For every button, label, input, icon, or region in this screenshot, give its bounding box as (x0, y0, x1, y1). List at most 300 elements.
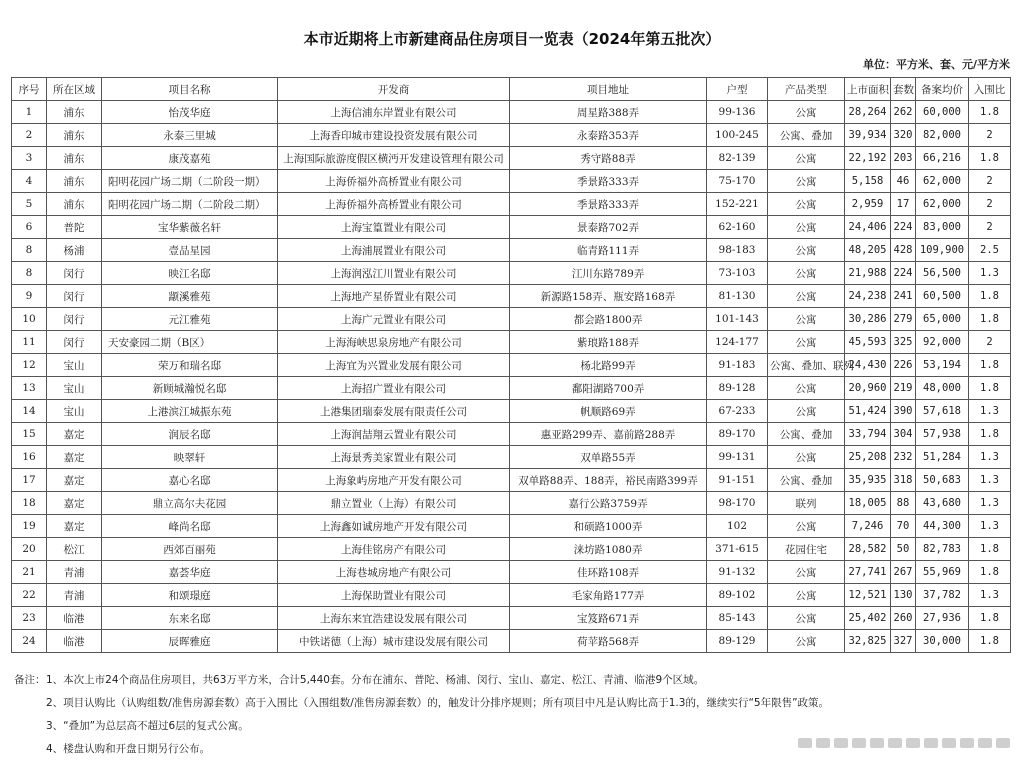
table-row (12, 331, 1011, 354)
table-cell: 51,424 (845, 400, 891, 423)
unit-label: 单位：平方米、套、元/平方米 (862, 58, 1010, 71)
table-row (12, 446, 1011, 469)
table-cell: 203 (891, 147, 916, 170)
table-cell: 109,900 (916, 239, 969, 262)
table-cell: 14 (12, 400, 47, 423)
table-row (12, 423, 1011, 446)
table-cell: 西郊百丽苑 (102, 538, 278, 561)
table-row (12, 147, 1011, 170)
table-cell: 2 (969, 193, 1011, 216)
table-cell: 20,960 (845, 377, 891, 400)
table-cell: 杨浦 (47, 239, 102, 262)
table-cell: 上海国际旅游度假区横沔开发建设管理有限公司 (278, 147, 510, 170)
table-cell: 和硕路1000弄 (510, 515, 707, 538)
table-row (12, 170, 1011, 193)
table-cell: 89-129 (707, 630, 768, 653)
table-cell: 公寓 (768, 216, 845, 239)
page-title: 本市近期将上市新建商品住房项目一览表（2024年第五批次） (303, 30, 721, 48)
table-cell: 327 (891, 630, 916, 653)
table-cell: 佳环路108弄 (510, 561, 707, 584)
table-cell: 上海鑫如诚房地产开发有限公司 (278, 515, 510, 538)
table-cell: 鼎立高尔夫花园 (102, 492, 278, 515)
table-cell: 嘉荟华庭 (102, 561, 278, 584)
table-cell: 元江雅苑 (102, 308, 278, 331)
table-row (12, 285, 1011, 308)
table-cell: 89-102 (707, 584, 768, 607)
table-cell: 1 (12, 101, 47, 124)
table-cell: 嘉行公路3759弄 (510, 492, 707, 515)
table-cell: 18,005 (845, 492, 891, 515)
table-cell: 嘉定 (47, 446, 102, 469)
table-cell: 公寓 (768, 262, 845, 285)
table-cell: 82,783 (916, 538, 969, 561)
table-cell: 304 (891, 423, 916, 446)
column-header: 序号 (12, 78, 47, 101)
table-cell: 临港 (47, 607, 102, 630)
table-cell: 260 (891, 607, 916, 630)
table-cell: 62,000 (916, 170, 969, 193)
note-item: 1、本次上市24个商品住房项目，共63万平方米，合计5,440套。分布在浦东、普陀、杨浦、闵行、宝山、嘉定、松江、青浦、临港9个区域。 (46, 674, 705, 686)
table-cell: 85-143 (707, 607, 768, 630)
table-cell: 荣万和瑞名邸 (102, 354, 278, 377)
table-cell: 2 (969, 331, 1011, 354)
table-cell: 325 (891, 331, 916, 354)
table-cell: 1.8 (969, 354, 1011, 377)
table-cell: 双单路55弄 (510, 446, 707, 469)
table-row (12, 492, 1011, 515)
table-row (12, 515, 1011, 538)
table-cell: 57,618 (916, 400, 969, 423)
table-cell: 峰尚名邸 (102, 515, 278, 538)
table-cell: 青浦 (47, 584, 102, 607)
table-cell: 浦东 (47, 124, 102, 147)
table-cell: 上海侨福外高桥置业有限公司 (278, 193, 510, 216)
table-cell: 45,593 (845, 331, 891, 354)
table-cell: 1.8 (969, 630, 1011, 653)
table-cell: 1.3 (969, 584, 1011, 607)
table-cell: 上海宝篁置业有限公司 (278, 216, 510, 239)
table-cell: 224 (891, 216, 916, 239)
table-cell: 临港 (47, 630, 102, 653)
table-cell: 和颂璟庭 (102, 584, 278, 607)
table-cell: 上海巷城房地产有限公司 (278, 561, 510, 584)
table-cell: 上海信浦东岸置业有限公司 (278, 101, 510, 124)
table-cell: 224 (891, 262, 916, 285)
table-cell: 周星路388弄 (510, 101, 707, 124)
note-item: 4、楼盘认购和开盘日期另行公布。 (46, 743, 211, 755)
table-cell: 73-103 (707, 262, 768, 285)
table-row (12, 262, 1011, 285)
table-cell: 上海景秀美家置业有限公司 (278, 446, 510, 469)
table-cell: 226 (891, 354, 916, 377)
table-cell: 8 (12, 239, 47, 262)
column-header: 项目地址 (510, 78, 707, 101)
table-cell: 1.8 (969, 101, 1011, 124)
table-cell: 新顾城瀚悦名邸 (102, 377, 278, 400)
table-cell: 闵行 (47, 285, 102, 308)
table-cell: 公寓 (768, 400, 845, 423)
table-cell: 嘉定 (47, 492, 102, 515)
table-cell: 219 (891, 377, 916, 400)
table-cell: 2 (969, 124, 1011, 147)
table-cell: 25,402 (845, 607, 891, 630)
table-cell: 公寓 (768, 285, 845, 308)
table-cell: 浦东 (47, 170, 102, 193)
table-cell: 公寓 (768, 446, 845, 469)
table-cell: 12 (12, 354, 47, 377)
table-cell: 56,500 (916, 262, 969, 285)
table-cell: 公寓、叠加 (768, 469, 845, 492)
table-cell: 390 (891, 400, 916, 423)
table-cell: 上海侨福外高桥置业有限公司 (278, 170, 510, 193)
table-cell: 惠亚路299弄、嘉前路288弄 (510, 423, 707, 446)
table-cell: 上海宜为兴置业发展有限公司 (278, 354, 510, 377)
table-cell: 上海广元置业有限公司 (278, 308, 510, 331)
table-cell: 44,300 (916, 515, 969, 538)
table-cell: 48,205 (845, 239, 891, 262)
table-row (12, 469, 1011, 492)
table-cell: 62,000 (916, 193, 969, 216)
table-cell: 18 (12, 492, 47, 515)
table-cell: 89-170 (707, 423, 768, 446)
table-row (12, 193, 1011, 216)
table-cell: 江川东路789弄 (510, 262, 707, 285)
table-cell: 267 (891, 561, 916, 584)
table-cell: 嘉定 (47, 423, 102, 446)
table-cell: 公寓 (768, 515, 845, 538)
table-cell: 12,521 (845, 584, 891, 607)
table-cell: 232 (891, 446, 916, 469)
table-cell: 毛家角路177弄 (510, 584, 707, 607)
table-cell: 60,000 (916, 101, 969, 124)
table-cell: 上港集团瑞泰发展有限责任公司 (278, 400, 510, 423)
table-cell: 279 (891, 308, 916, 331)
table-cell: 闵行 (47, 262, 102, 285)
table-cell: 东来名邸 (102, 607, 278, 630)
table-cell: 99-136 (707, 101, 768, 124)
table-cell: 1.3 (969, 446, 1011, 469)
table-cell: 428 (891, 239, 916, 262)
table-cell: 荷苹路568弄 (510, 630, 707, 653)
table-cell: 53,194 (916, 354, 969, 377)
table-cell: 公寓 (768, 584, 845, 607)
table-cell: 公寓、叠加、联列 (768, 354, 845, 377)
table-cell: 20 (12, 538, 47, 561)
table-cell: 24,430 (845, 354, 891, 377)
table-row (12, 377, 1011, 400)
table-cell: 永泰三里城 (102, 124, 278, 147)
table-cell: 宝山 (47, 354, 102, 377)
notes-label: 备注： (14, 674, 46, 686)
table-cell: 27,936 (916, 607, 969, 630)
table-cell: 30,286 (845, 308, 891, 331)
table-cell: 70 (891, 515, 916, 538)
table-cell: 99-131 (707, 446, 768, 469)
table-cell: 22 (12, 584, 47, 607)
table-cell: 润辰名邸 (102, 423, 278, 446)
table-cell: 5 (12, 193, 47, 216)
table-cell: 16 (12, 446, 47, 469)
column-header: 开发商 (278, 78, 510, 101)
table-cell: 51,284 (916, 446, 969, 469)
table-cell: 宝山 (47, 377, 102, 400)
table-cell: 67-233 (707, 400, 768, 423)
table-row (12, 584, 1011, 607)
column-header: 入围比 (969, 78, 1011, 101)
table-cell: 阳明花园广场二期（二阶段二期） (102, 193, 278, 216)
table-cell: 1.8 (969, 423, 1011, 446)
table-cell: 上海香印城市建设投资发展有限公司 (278, 124, 510, 147)
table-cell: 宝山 (47, 400, 102, 423)
table-cell: 公寓 (768, 331, 845, 354)
table-cell: 宝笈路671弄 (510, 607, 707, 630)
table-cell: 中铁诺德（上海）城市建设发展有限公司 (278, 630, 510, 653)
table-cell: 17 (12, 469, 47, 492)
table-cell: 公寓 (768, 193, 845, 216)
table-cell: 30,000 (916, 630, 969, 653)
table-cell: 公寓 (768, 561, 845, 584)
table-cell: 上海浦展置业有限公司 (278, 239, 510, 262)
table-cell: 62-160 (707, 216, 768, 239)
table-cell: 24,406 (845, 216, 891, 239)
table-cell: 公寓 (768, 377, 845, 400)
table-cell: 公寓 (768, 607, 845, 630)
table-cell: 13 (12, 377, 47, 400)
table-cell: 21 (12, 561, 47, 584)
table-cell: 9 (12, 285, 47, 308)
table-cell: 公寓、叠加 (768, 124, 845, 147)
column-header: 产品类型 (768, 78, 845, 101)
table-cell: 66,216 (916, 147, 969, 170)
table-cell: 92,000 (916, 331, 969, 354)
table-row (12, 400, 1011, 423)
table-cell: 46 (891, 170, 916, 193)
table-cell: 98-183 (707, 239, 768, 262)
table-cell: 2.5 (969, 239, 1011, 262)
table-cell: 28,582 (845, 538, 891, 561)
table-cell: 上海招广置业有限公司 (278, 377, 510, 400)
table-cell: 15 (12, 423, 47, 446)
table-cell: 公寓 (768, 630, 845, 653)
table-row (12, 101, 1011, 124)
table-cell: 17 (891, 193, 916, 216)
column-header: 套数 (891, 78, 916, 101)
table-cell: 55,969 (916, 561, 969, 584)
table-cell: 33,794 (845, 423, 891, 446)
housing-table (11, 77, 1011, 653)
table-cell: 上海佳铭房产有限公司 (278, 538, 510, 561)
table-cell: 91-151 (707, 469, 768, 492)
table-cell: 24,238 (845, 285, 891, 308)
table-cell: 11 (12, 331, 47, 354)
table-cell: 27,741 (845, 561, 891, 584)
table-cell: 91-132 (707, 561, 768, 584)
table-row (12, 538, 1011, 561)
table-cell: 映翠轩 (102, 446, 278, 469)
table-cell: 杨北路99弄 (510, 354, 707, 377)
table-cell: 上港滨江城振东苑 (102, 400, 278, 423)
table-cell: 联列 (768, 492, 845, 515)
table-cell: 50,683 (916, 469, 969, 492)
table-cell: 上海保助置业有限公司 (278, 584, 510, 607)
table-cell: 涞坊路1080弄 (510, 538, 707, 561)
table-cell: 130 (891, 584, 916, 607)
table-cell: 7,246 (845, 515, 891, 538)
table-cell: 82,000 (916, 124, 969, 147)
table-cell: 102 (707, 515, 768, 538)
table-cell: 10 (12, 308, 47, 331)
table-cell: 青浦 (47, 561, 102, 584)
table-cell: 89-128 (707, 377, 768, 400)
table-cell: 嘉定 (47, 515, 102, 538)
table-cell: 阳明花园广场二期（二阶段一期） (102, 170, 278, 193)
table-cell: 紫琅路188弄 (510, 331, 707, 354)
table-cell: 上海地产星侨置业有限公司 (278, 285, 510, 308)
table-cell: 23 (12, 607, 47, 630)
table-cell: 秀守路88弄 (510, 147, 707, 170)
table-cell: 262 (891, 101, 916, 124)
table-cell: 4 (12, 170, 47, 193)
table-cell: 怡茂华庭 (102, 101, 278, 124)
table-cell: 35,935 (845, 469, 891, 492)
table-cell: 22,192 (845, 147, 891, 170)
table-cell: 6 (12, 216, 47, 239)
table-row (12, 308, 1011, 331)
table-cell: 241 (891, 285, 916, 308)
table-cell: 1.3 (969, 515, 1011, 538)
column-header: 户型 (707, 78, 768, 101)
table-cell: 1.3 (969, 262, 1011, 285)
watermark-icon (798, 738, 1010, 748)
table-cell: 98-170 (707, 492, 768, 515)
note-item: 2、项目认购比（认购组数/准售房源套数）高于入围比（入围组数/准售房源套数）的，触发计分排序规则；所有项目中凡是认购比高于1.3的，继续实行“5年限售”政策。 (46, 697, 830, 709)
table-row (12, 354, 1011, 377)
table-cell: 上海海峡思泉房地产有限公司 (278, 331, 510, 354)
table-cell: 43,680 (916, 492, 969, 515)
column-header: 所在区域 (47, 78, 102, 101)
column-header: 备案均价 (916, 78, 969, 101)
table-cell: 2 (969, 216, 1011, 239)
table-cell: 上海东来宜浩建设发展有限公司 (278, 607, 510, 630)
table-cell: 景泰路702弄 (510, 216, 707, 239)
table-cell: 48,000 (916, 377, 969, 400)
table-cell: 1.8 (969, 561, 1011, 584)
table-cell: 2 (969, 170, 1011, 193)
table-cell: 嘉心名邸 (102, 469, 278, 492)
table-cell: 75-170 (707, 170, 768, 193)
table-cell: 1.8 (969, 147, 1011, 170)
table-cell: 1.8 (969, 285, 1011, 308)
table-cell: 21,988 (845, 262, 891, 285)
table-cell: 50 (891, 538, 916, 561)
table-cell: 3 (12, 147, 47, 170)
table-cell: 1.3 (969, 400, 1011, 423)
table-cell: 公寓 (768, 101, 845, 124)
table-cell: 65,000 (916, 308, 969, 331)
table-cell: 花园住宅 (768, 538, 845, 561)
table-cell: 浦东 (47, 147, 102, 170)
table-row (12, 216, 1011, 239)
table-cell: 公寓 (768, 239, 845, 262)
table-cell: 上海象屿房地产开发有限公司 (278, 469, 510, 492)
table-cell: 鄱阳湖路700弄 (510, 377, 707, 400)
table-cell: 松江 (47, 538, 102, 561)
table-cell: 83,000 (916, 216, 969, 239)
table-cell: 1.8 (969, 308, 1011, 331)
table-cell: 28,264 (845, 101, 891, 124)
table-cell: 壹品星园 (102, 239, 278, 262)
table-cell: 浦东 (47, 101, 102, 124)
table-cell: 闵行 (47, 308, 102, 331)
table-cell: 100-245 (707, 124, 768, 147)
table-cell: 318 (891, 469, 916, 492)
table-cell: 普陀 (47, 216, 102, 239)
table-cell: 新源路158弄、瓶安路168弄 (510, 285, 707, 308)
table-cell: 双单路88弄、188弄，裕民南路399弄 (510, 469, 707, 492)
table-cell: 公寓 (768, 170, 845, 193)
table-cell: 8 (12, 262, 47, 285)
table-cell: 39,934 (845, 124, 891, 147)
table-cell: 鼎立置业（上海）有限公司 (278, 492, 510, 515)
table-cell: 上海润喆翔云置业有限公司 (278, 423, 510, 446)
column-header: 项目名称 (102, 78, 278, 101)
table-cell: 57,938 (916, 423, 969, 446)
table-cell: 19 (12, 515, 47, 538)
note-item: 3、“叠加”为总层高不超过6层的复式公寓。 (46, 720, 249, 732)
table-cell: 5,158 (845, 170, 891, 193)
table-cell: 公寓、叠加 (768, 423, 845, 446)
table-cell: 2 (12, 124, 47, 147)
table-cell: 临青路111弄 (510, 239, 707, 262)
table-cell: 25,208 (845, 446, 891, 469)
table-cell: 124-177 (707, 331, 768, 354)
table-cell: 公寓 (768, 147, 845, 170)
table-row (12, 239, 1011, 262)
table-cell: 季景路333弄 (510, 193, 707, 216)
table-cell: 上海润泓江川置业有限公司 (278, 262, 510, 285)
column-header: 上市面积 (845, 78, 891, 101)
table-cell: 101-143 (707, 308, 768, 331)
table-cell: 152-221 (707, 193, 768, 216)
table-cell: 81-130 (707, 285, 768, 308)
table-cell: 2,959 (845, 193, 891, 216)
table-cell: 闵行 (47, 331, 102, 354)
table-cell: 1.3 (969, 492, 1011, 515)
table-cell: 1.8 (969, 377, 1011, 400)
table-row (12, 561, 1011, 584)
table-cell: 82-139 (707, 147, 768, 170)
table-cell: 371-615 (707, 538, 768, 561)
table-row (12, 124, 1011, 147)
table-cell: 帆顺路69弄 (510, 400, 707, 423)
table-cell: 320 (891, 124, 916, 147)
table-header-row (12, 78, 1011, 101)
table-cell: 辰晖雅庭 (102, 630, 278, 653)
table-cell: 浦东 (47, 193, 102, 216)
table-cell: 32,825 (845, 630, 891, 653)
table-cell: 88 (891, 492, 916, 515)
table-row (12, 630, 1011, 653)
table-cell: 1.8 (969, 538, 1011, 561)
table-cell: 1.8 (969, 607, 1011, 630)
table-cell: 公寓 (768, 308, 845, 331)
table-cell: 嘉定 (47, 469, 102, 492)
table-cell: 季景路333弄 (510, 170, 707, 193)
table-cell: 天安豪园二期（B区） (102, 331, 278, 354)
table-cell: 60,500 (916, 285, 969, 308)
table-cell: 91-183 (707, 354, 768, 377)
table-cell: 颛溪雅苑 (102, 285, 278, 308)
